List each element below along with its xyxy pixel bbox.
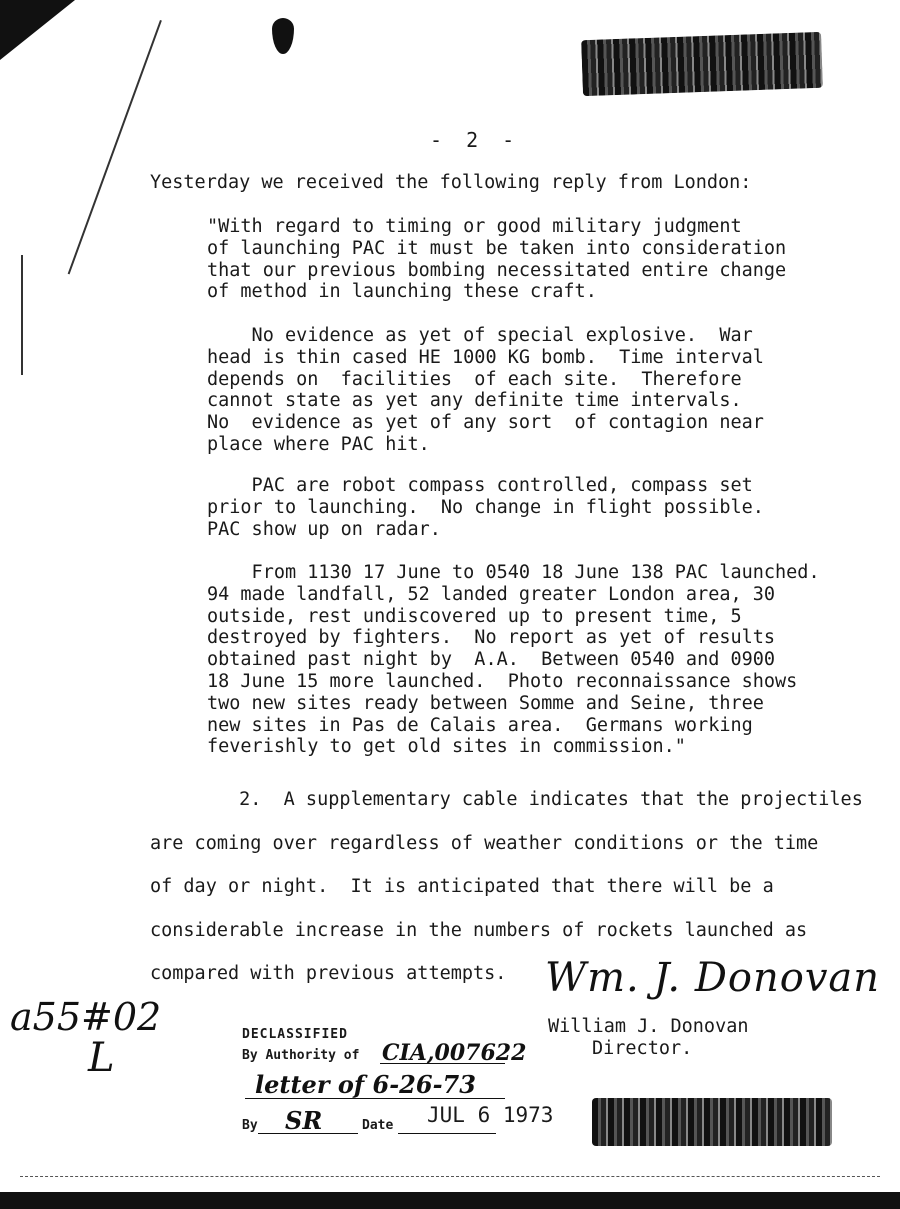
- quote-paragraph-4: From 1130 17 June to 0540 18 June 138 PAC launched. 94 made landfall, 52 landed greater London area, 30 outside, rest undiscovered up to present time, 5 destroyed by fighters. No report as yet of results obtained past night by A.A. Between 0540 and 0900 18 June 15 more launched. Photo reconnaissance shows two new sites ready between Somme and Seine, three new sites in Pas de Calais area. Germans working feverishly to get old sites in commission.": [207, 562, 820, 758]
- stamp-by-label: By: [242, 1118, 258, 1133]
- stamp-date-underline: [398, 1133, 496, 1134]
- stamp-letter-ref: letter of 6-26-73: [255, 1070, 476, 1099]
- stamp-by-underline: [258, 1133, 358, 1134]
- stamp-authority-label: By Authority of: [242, 1048, 360, 1063]
- signatory-title: Director.: [592, 1038, 693, 1059]
- stamp-authority-value: CIA,007622: [382, 1040, 527, 1066]
- stamp-heading: DECLASSIFIED: [242, 1027, 348, 1042]
- quote-paragraph-2: No evidence as yet of special explosive. War head is thin cased HE 1000 KG bomb. Time interval depends on facilities of each site. Therefore cannot state as yet any definite time intervals. No evidence as yet of any sort of contagion near place where PAC hit.: [207, 325, 764, 455]
- handwritten-mark: L: [88, 1035, 115, 1081]
- stamp-date-label: Date: [362, 1118, 394, 1133]
- quote-paragraph-1: "With regard to timing or good military judgment of launching PAC it must be taken into consideration that our previous bombing necessitated entire change of method in launching these craft.: [207, 216, 787, 303]
- stamp-authority-underline: [380, 1063, 505, 1064]
- page-number: - 2 -: [430, 128, 521, 152]
- corner-mark: [0, 0, 75, 60]
- redaction-bottom: [592, 1098, 832, 1146]
- margin-scan-line: [68, 20, 162, 274]
- stamp-by-value: SR: [285, 1106, 323, 1135]
- stamp-letter-underline: [245, 1098, 505, 1099]
- redaction-top: [581, 32, 823, 96]
- signature: Wm. J. Donovan: [545, 955, 881, 1001]
- signatory-name: William J. Donovan: [548, 1016, 749, 1037]
- ink-blot: [272, 18, 294, 54]
- intro-line: Yesterday we received the following reply from London:: [150, 172, 752, 193]
- quote-paragraph-3: PAC are robot compass controlled, compass set prior to launching. No change in flight possible. PAC show up on radar.: [207, 475, 764, 540]
- bottom-scan-bar: [0, 1192, 900, 1209]
- paragraph-2: 2. A supplementary cable indicates that the projectiles are coming over regardless of weather conditions or the time of day or night. It is anticipated that there will be a considerable increase in the numbers of rockets launched as compared with previous attempts.: [150, 789, 863, 985]
- margin-scan-line: [21, 255, 23, 375]
- handwritten-doc-id: a55#02: [10, 995, 162, 1039]
- stamp-date-value: JUL 6 1973: [427, 1103, 554, 1127]
- bottom-dotted-line: [20, 1176, 880, 1177]
